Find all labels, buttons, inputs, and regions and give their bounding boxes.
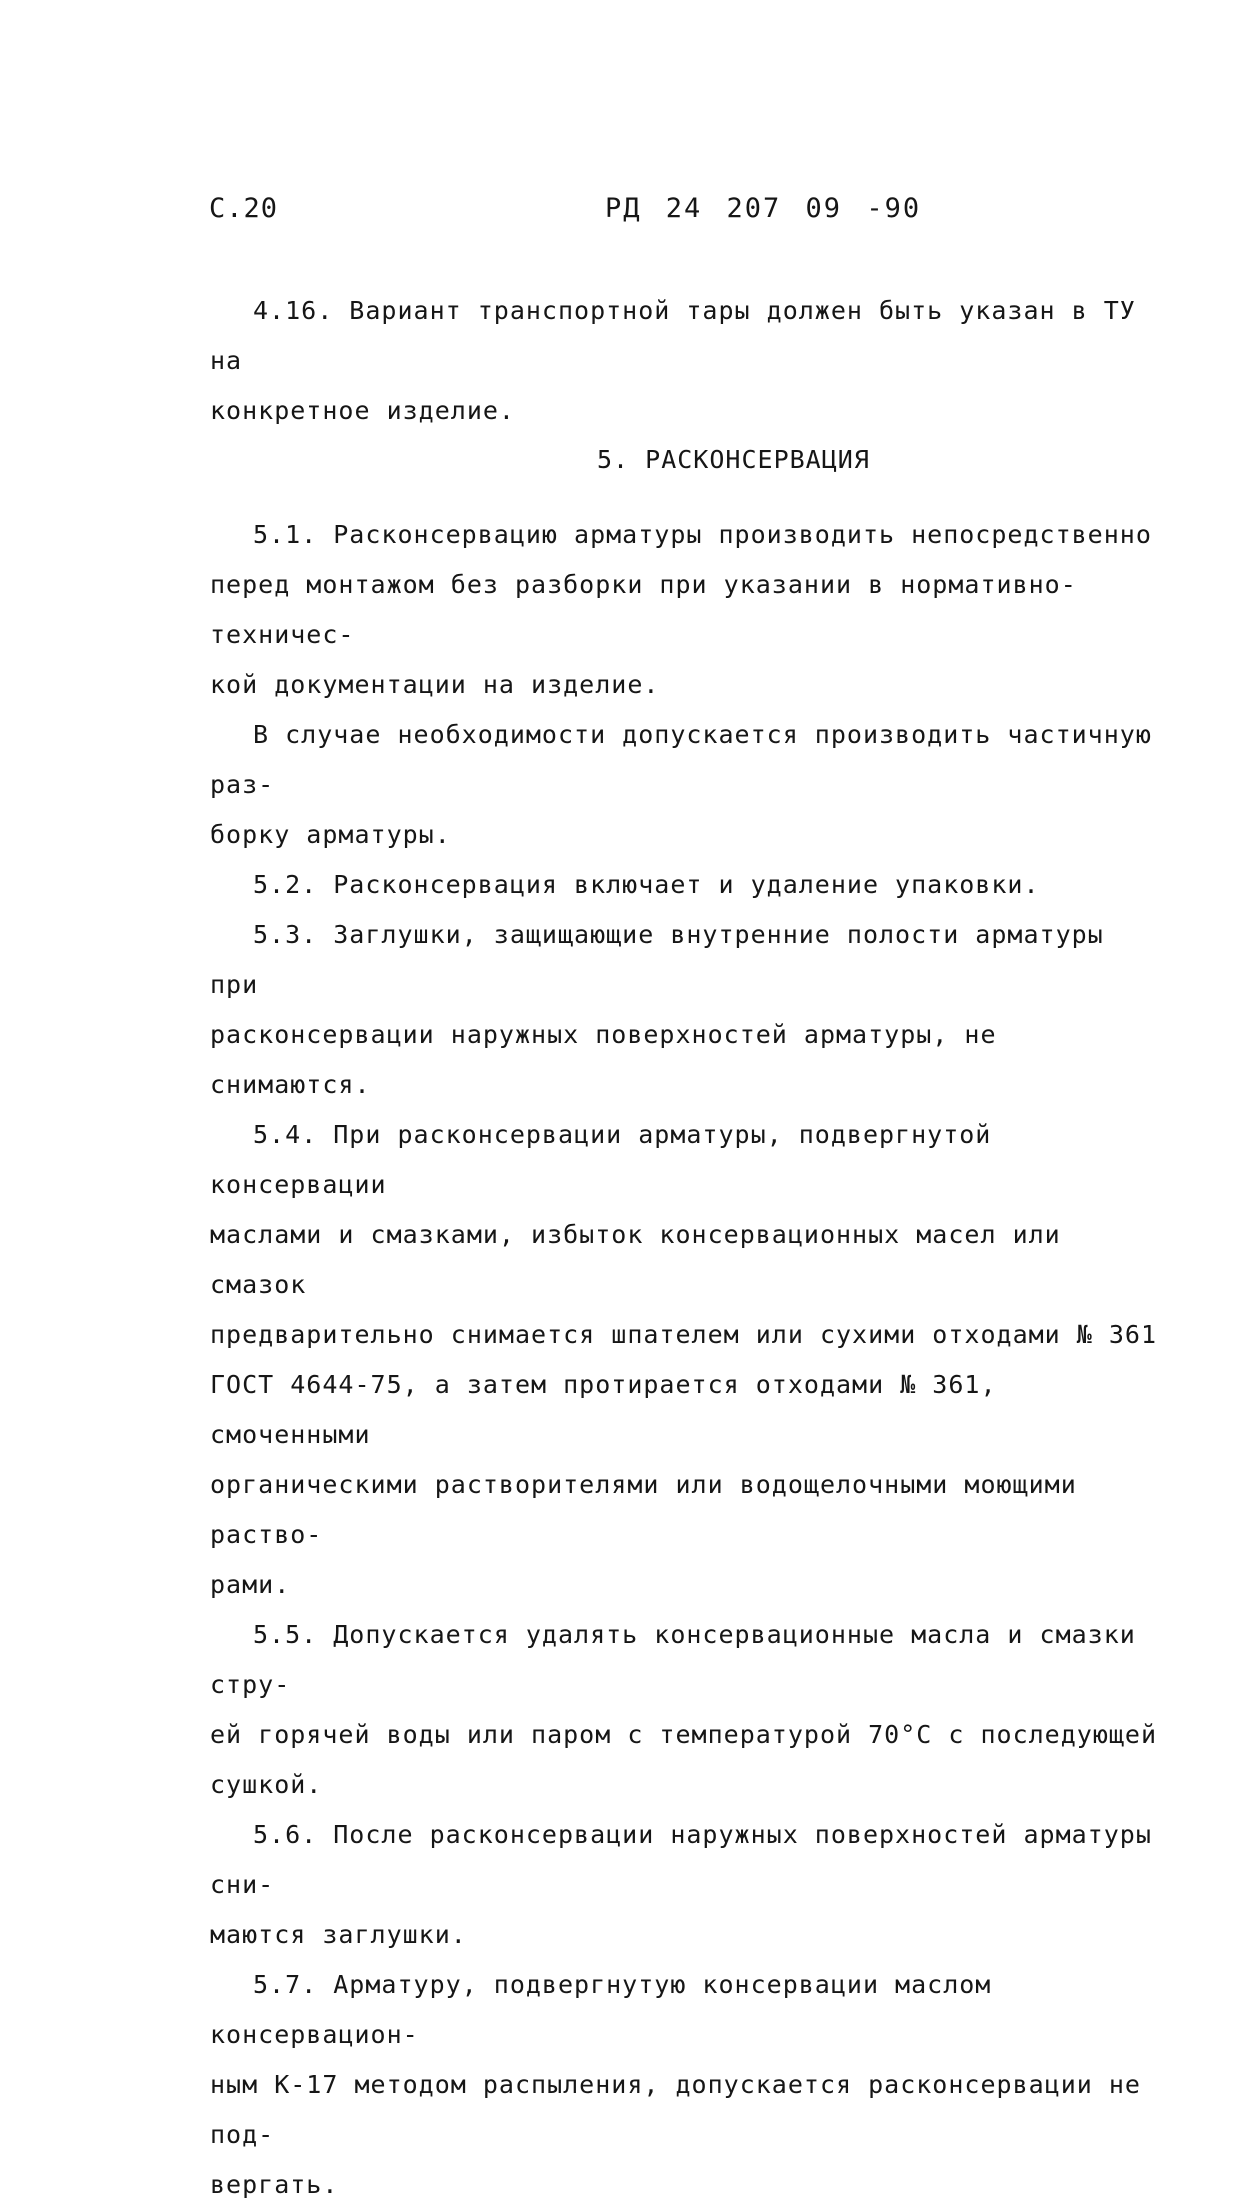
paragraph-5-1-note: В случае необходимости допускается производить частичную раз- борку арматуры. [210, 720, 1152, 849]
page-number: С.20 [209, 193, 279, 224]
document-code: РД 24 207 09 -90 [605, 193, 922, 224]
paragraph-5-7: 5.7. Арматуру, подвергнутую консервации маслом консервацион- ным К-17 методом распыления, допускается расконсервации не под- вергать. [210, 1970, 1141, 2199]
page-header [0, 193, 1256, 229]
paragraph-4-16: 4.16. Вариант транспортной тары должен быть указан в ТУ на конкретное изделие. [210, 296, 1136, 425]
section-title: 5. РАСКОНСЕРВАЦИЯ [597, 445, 870, 474]
paragraph-5-1: 5.1. Расконсервацию арматуры производить непосредственно перед монтажом без разборки при указании в нормативно-техничес- кой документации на изделие. [210, 520, 1152, 699]
paragraph-5-2: 5.2. Расконсервация включает и удаление упаковки. [253, 870, 1040, 899]
paragraph-5-4: 5.4. При расконсервации арматуры, подвергнутой консервации маслами и смазками, избыток консервационных масел или смазок предварительно снимается шпателем или сухими отходами № 361 ГОСТ 4644-75, а затем протирается отходами № 361, смоченными органическими растворителями или водощелочными моющими раство- рами. [210, 1120, 1158, 1599]
paragraph-5-6: 5.6. После расконсервации наружных поверхностей арматуры сни- маются заглушки. [210, 1820, 1152, 1949]
section-body [210, 510, 1160, 2210]
paragraph-5-3: 5.3. Заглушки, защищающие внутренние полости арматуры при расконсервации наружных поверхностей арматуры, не снимаются. [210, 920, 1104, 1099]
intro-text-block [210, 286, 1160, 436]
paragraph-5-5: 5.5. Допускается удалять консервационные масла и смазки стру- ей горячей воды или паром с температурой 70°С с последующей сушкой. [210, 1620, 1158, 1799]
